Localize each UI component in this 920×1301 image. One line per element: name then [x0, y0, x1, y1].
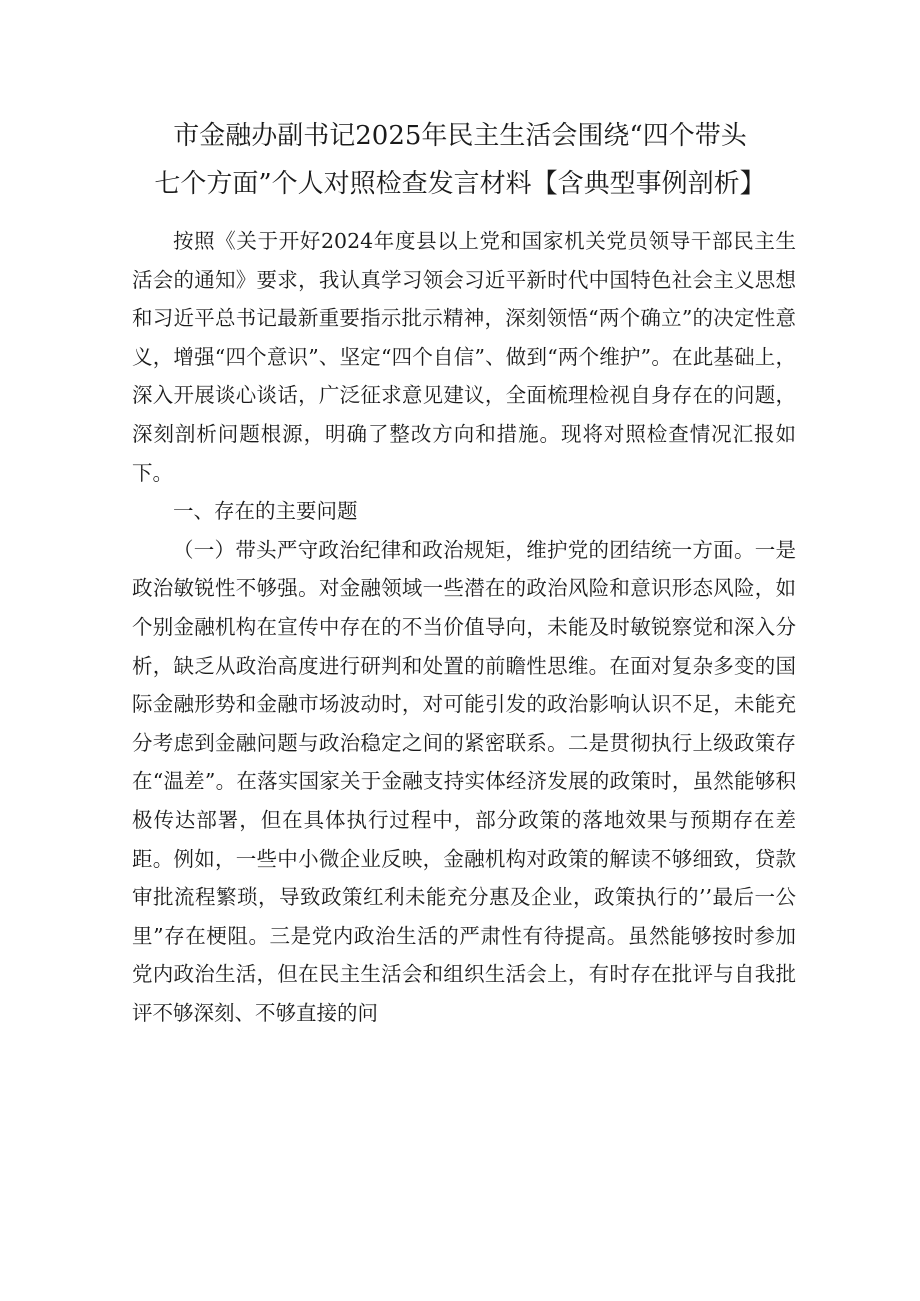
document-title-line-2: 七个方面”个人对照检查发言材料【含典型事例剖析】 — [154, 169, 766, 199]
document-title — [120, 112, 800, 208]
section-heading-main-problems: 一、存在的主要问题 — [173, 499, 358, 524]
subsection-paragraph-political-discipline: （一）带头严守政治纪律和政治规矩，维护党的团结统一方面。一是政治敏锐性不够强。对金融领域一些潜在的政治风险和意识形态风险，如个别金融机构在宣传中存在的不当价值导向，未能及时敏锐察觉和深入分析，缺乏从政治高度进行研判和处置的前瞻性思维。在面对复杂多变的国际金融形势和金融市场波动时，对可能引发的政治影响认识不足，未能充分考虑到金融问题与政治稳定之间的紧密联系。二是贯彻执行上级政策存在“温差”。在落实国家关于金融支持实体经济发展的政策时，虽然能够积极传达部署，但在具体执行过程中，部分政策的落地效果与预期存在差距。例如，一些中小微企业反映，金融机构对政策的解读不够细致，贷款审批流程繁琐，导致政策红利未能充分惠及企业，政策执行的’’最后一公里”存在梗阻。三是党内政治生活的严肃性有待提高。虽然能够按时参加党内政治生活，但在民主生活会和组织生活会上，有时存在批评与自我批评不够深刻、不够直接的问 — [132, 537, 796, 1025]
document-title-line-1: 市金融办副书记2025年民主生活会围绕“四个带头 — [173, 121, 747, 151]
intro-paragraph: 按照《关于开好2024年度县以上党和国家机关党员领导干部民主生活会的通知》要求，我认真学习领会习近平新时代中国特色社会主义思想和习近平总书记最新重要指示批示精神，深刻领悟“两个确立”的决定性意义，增强“四个意识”、坚定“四个自信”、做到“两个维护”。在此基础上，深入开展谈心谈话，广泛征求意见建议，全面梳理检视自身存在的问题，深刻剖析问题根源，明确了整改方向和措施。现将对照检查情况汇报如下。 — [132, 229, 796, 485]
document-body — [132, 222, 796, 1032]
